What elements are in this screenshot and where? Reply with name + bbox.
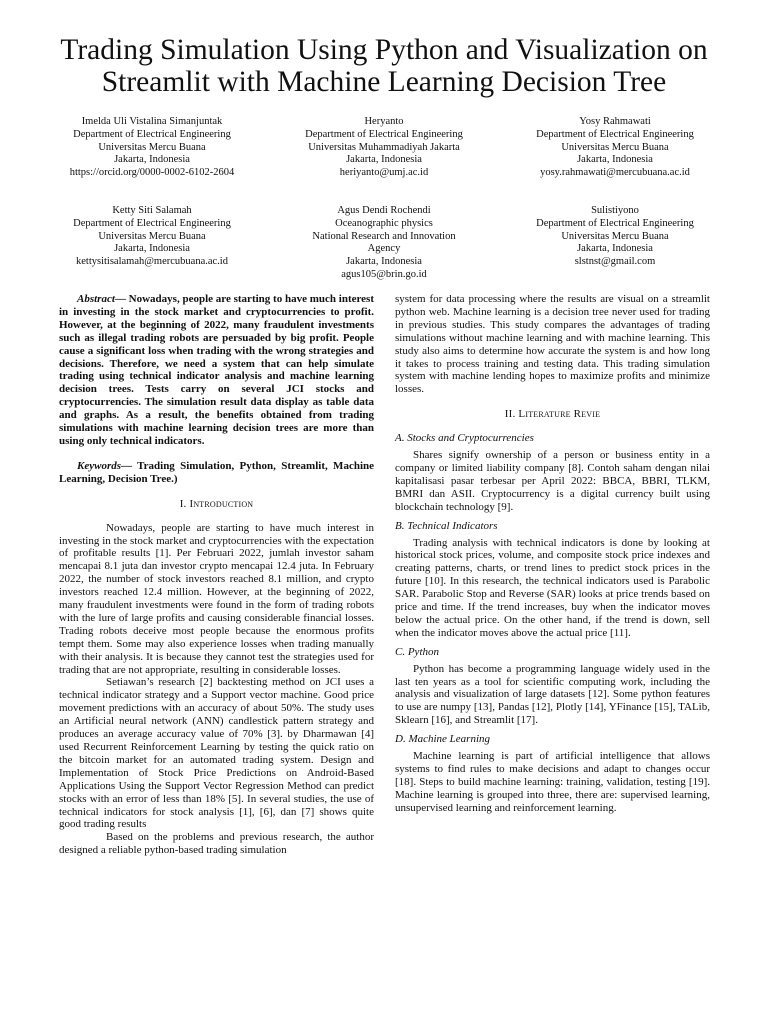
subsection-heading: B. Technical Indicators: [395, 519, 498, 532]
author-affiliation: National Research and Innovation: [312, 230, 456, 242]
left-column: [59, 293, 374, 857]
body-paragraph: Machine learning is part of artificial intelligence that allows systems to find rules to make decisions and adapt to changes occur [18]. Steps to build machine learning: training, validation, testing [19]. Machine learning is grouped into three, there are: supervised learning, unsupervised learning and reinforcement learning.: [395, 750, 710, 814]
author-affiliation: Department of Electrical Engineering: [305, 128, 463, 140]
paper-title: Trading Simulation Using Python and Visualization on Streamlit with Machine Learning Decision Tree: [60, 34, 708, 98]
right-column: [395, 293, 710, 815]
author-name: Heryanto: [364, 116, 404, 127]
body-paragraph: Shares signify ownership of a person or business entity in a company or limited liability company [8]. Contoh saham dengan nilai kapitalisasi pasar terbesar per April 2022: BBCA, BBRI, TLKM, BMRI dan ASII. Cryptocurrency is a digital currency built using blockchain technology [9].: [395, 449, 710, 513]
author-location: Jakarta, Indonesia: [114, 154, 190, 166]
author-affiliation: Universitas Mercu Buana: [561, 141, 669, 153]
abstract-dash: —: [114, 293, 129, 305]
abstract-label: Abstract: [77, 293, 115, 305]
body-paragraph: Python has become a programming language widely used in the last ten years as a tool for scientific computing work, including the analysis and visualization of large datasets [12]. Some python features to use are numpy [13], Pandas [12], Plotly [14], YFinance [15], TALib, Sklearn [16], and Streamlit [17].: [395, 662, 710, 727]
author-name: Agus Dendi Rochendi: [337, 205, 431, 216]
section-heading-literature: II. Literature Revie: [504, 408, 601, 421]
author-block: [27, 116, 277, 180]
keywords-label: Keywords: [77, 459, 121, 472]
author-block: [259, 205, 509, 282]
body-paragraph: Trading analysis with technical indicators is done by looking at historical stock prices, volume, and composite stock price indexes and creating patterns, charts, or trend lines to predict stock prices in the future [10]. In this research, the technical indicators used is Parabolic SAR. Parabolic Stop and Reverse (SAR) looks at price trends based on price and time. If the trend increases, buy when the indicator moves below the actual price. On the other hand, if the trend is down, sell when the indicator moves above the actual price [11].: [395, 536, 710, 639]
author-name: Sulistiyono: [591, 205, 639, 216]
author-affiliation: Department of Electrical Engineering: [536, 217, 694, 229]
keywords-text: — Trading Simulation, Python, Streamlit, Machine Learning, Decision Tree.): [59, 459, 374, 485]
author-affiliation: Department of Electrical Engineering: [73, 217, 231, 229]
subsection-heading: A. Stocks and Cryptocurrencies: [395, 432, 534, 445]
author-affiliation: Universitas Mercu Buana: [98, 230, 206, 242]
author-contact[interactable]: kettysitisalamah@mercubuana.ac.id: [76, 256, 228, 268]
author-block: [27, 205, 277, 269]
subsection-heading: C. Python: [395, 645, 439, 658]
intro-paragraph: Nowadays, people are starting to have much interest in investing in the stock market and cryptocurrencies with the expectation of profitable results [1]. Per Februari 2022, jumlah investor saham mencapai 8.1 juta dan investor crypto mencapai 12.4 juta. In February 2022, the number of stock investors reached 8.1 million, and crypto investors reached 12.4 million. However, at the beginning of 2022, many fraudulent investments were found in the form of trading robots with the lure of large profits and causing considerable financial losses. Trading robots deceive most people because the enormous profits tempt them. Some may also experience losses when trading manually with their analysis. It is because they cannot test the strategies used for trading that are not appropriate, resulting in considerable losses.: [59, 521, 374, 676]
author-block: [490, 205, 740, 269]
author-name: Imelda Uli Vistalina Simanjuntak: [81, 116, 223, 127]
author-affiliation: Agency: [367, 243, 401, 255]
abstract: [59, 293, 374, 448]
subsection-heading: D. Machine Learning: [395, 733, 491, 746]
author-contact[interactable]: heriyanto@umj.ac.id: [339, 167, 429, 179]
author-affiliation: Department of Electrical Engineering: [73, 128, 231, 140]
author-affiliation: Universitas Mercu Buana: [98, 141, 206, 153]
author-name: Yosy Rahmawati: [579, 116, 651, 127]
author-location: Jakarta, Indonesia: [577, 243, 653, 255]
author-name: Ketty Siti Salamah: [112, 205, 192, 216]
author-contact[interactable]: https://orcid.org/0000-0002-6102-2604: [69, 167, 235, 179]
author-location: Jakarta, Indonesia: [114, 243, 190, 255]
abstract-text: Nowadays, people are starting to have much interest in investing in the stock market and cryptocurrencies to profit. However, at the beginning of 2022, many fraudulent investments such as illegal trading robots are persuaded by big profit. People cause a significant loss when trading with the wrong strategies and decisions. Therefore, we need a system that can help simulate trading using technical indicator analysis and machine learning decision trees. Tests carry on several JCI stocks and cryptocurrencies. The simulation result data display as table data and graphs. As a result, the benefits obtained from trading simulations with machine learning decision trees are more than using only technical indicators.: [59, 293, 374, 447]
keywords: [59, 460, 374, 486]
author-location: Jakarta, Indonesia: [577, 154, 653, 166]
author-contact[interactable]: slstnst@gmail.com: [574, 256, 656, 268]
author-block: [259, 116, 509, 180]
author-affiliation: Oceanographic physics: [335, 217, 433, 229]
author-block: [490, 116, 740, 180]
intro-paragraph: Based on the problems and previous research, the author designed a reliable python-based trading simulation: [59, 831, 374, 857]
author-location: Jakarta, Indonesia: [346, 256, 422, 268]
intro-paragraph: Setiawan’s research [2] backtesting method on JCI uses a technical indicator strategy and a Support vector machine. Good price movement predictions with an accuracy of about 50%. The study uses an Artificial neural network (ANN) candlestick pattern strategy and produces an average accuracy value of 70% [3]. by Dharmawan [4] used Recurrent Reinforcement Learning by testing the quick ratio on the bitcoin market for an automated trading system. Design and Implementation of Stock Price Predictions on Android-Based Applications Using the Support Vector Regression Method can predict stocks with an error of less than 18% [5]. In several studies, the use of technical indicators for stock analysis [1], [6], dan [7] shows quite good trading results: [59, 676, 374, 831]
author-contact[interactable]: agus105@brin.go.id: [341, 268, 427, 280]
author-affiliation: Universitas Mercu Buana: [561, 230, 669, 242]
author-location: Jakarta, Indonesia: [346, 154, 422, 166]
intro-paragraph-continued: system for data processing where the results are visual on a streamlit python web. Machine learning is a decision tree never used for trading in previous studies. This study compares the advantages of trading simulations without machine learning and with machine learning. This study also aims to determine how accurate the system is and how long it takes to process training and testing data. This trading simulation system with machine lending hopes to maximize profits and minimize losses.: [395, 293, 710, 396]
author-affiliation: Department of Electrical Engineering: [536, 128, 694, 140]
author-affiliation: Universitas Muhammadiyah Jakarta: [308, 141, 460, 153]
author-contact[interactable]: yosy.rahmawati@mercubuana.ac.id: [540, 167, 690, 179]
section-heading-introduction: I. Introduction: [179, 497, 254, 510]
